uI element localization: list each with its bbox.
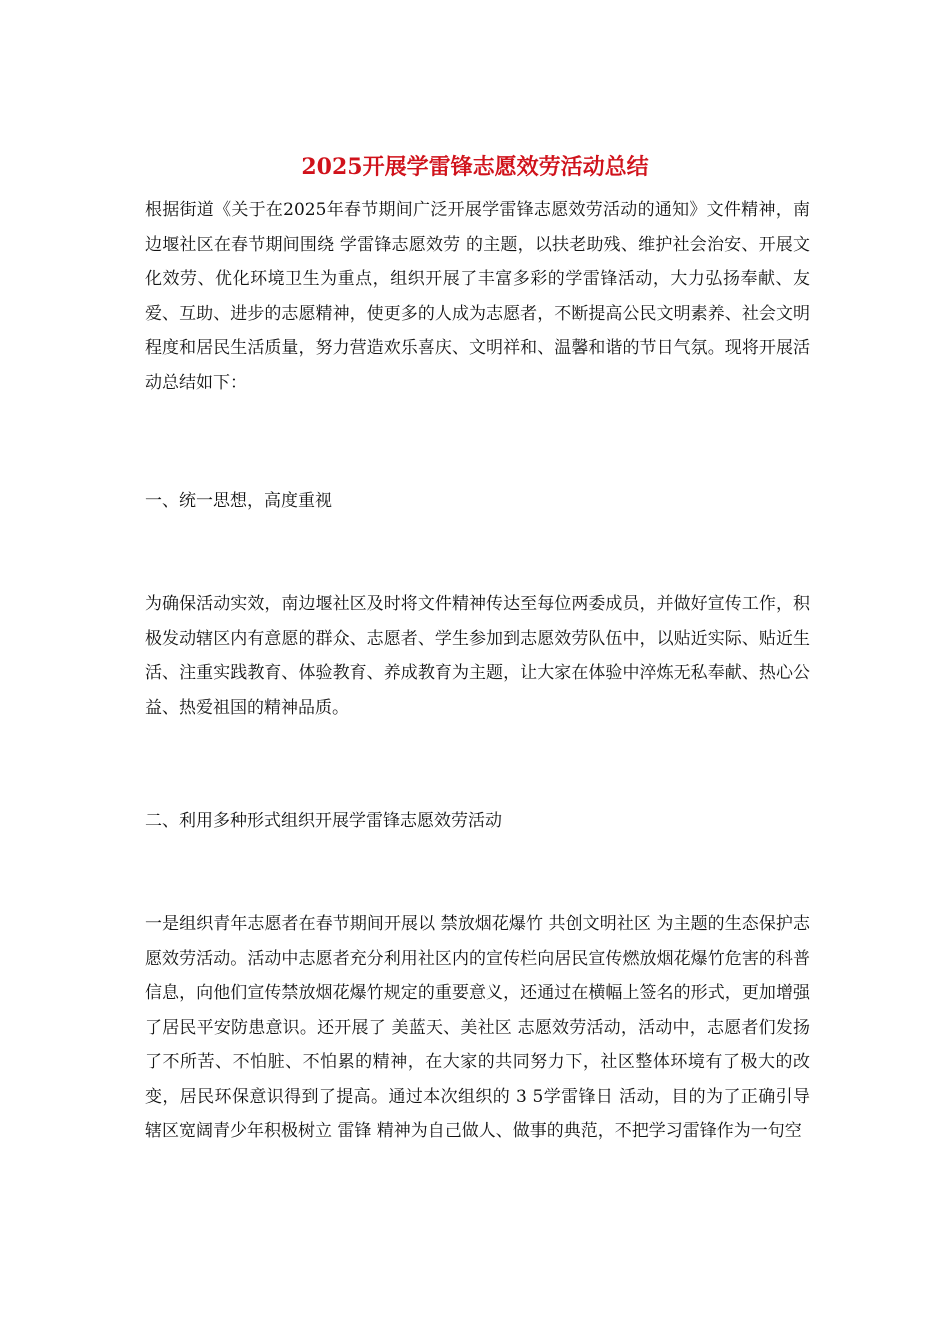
section-paragraph-2: 一是组织青年志愿者在春节期间开展以 禁放烟花爆竹 共创文明社区 为主题的生态保护志愿效劳活动。活动中志愿者充分利用社区内的宣传栏向居民宣传燃放烟花爆竹危害的科普信息，向他们宣传禁放烟花爆竹规定的重要意义，还通过在横幅上签名的形式，更加增强了居民平安防患意识。还开展了 美蓝天、美社区 志愿效劳活动，活动中，志愿者们发扬了不所苦、不怕脏、不怕累的精神，在大家的共同努力下，社区整体环境有了极大的改变，居民环保意识得到了提高。通过本次组织的 3 5学雷锋日 活动，目的为了正确引导辖区宽阔青少年积极树立 雷锋 精神为自己做人、做事的典范，不把学习雷锋作为一句空 [145,914,810,1141]
intro-paragraph: 根据街道《关于在2025年春节期间广泛开展学雷锋志愿效劳活动的通知》文件精神，南边堰社区在春节期间围绕 学雷锋志愿效劳 的主题，以扶老助残、维护社会治安、开展文化效劳、优化环境卫生为重点，组织开展了丰富多彩的学雷锋活动，大力弘扬奉献、友爱、互助、进步的志愿精神，使更多的人成为志愿者，不断提高公民文明素养、社会文明程度和居民生活质量，努力营造欢乐喜庆、文明祥和、温馨和谐的节日气氛。现将开展活动总结如下： [145,200,810,393]
section-paragraph-1: 为确保活动实效，南边堰社区及时将文件精神传达至每位两委成员，并做好宣传工作，积极发动辖区内有意愿的群众、志愿者、学生参加到志愿效劳队伍中，以贴近实际、贴近生活、注重实践教育、体验教育、养成教育为主题，让大家在体验中淬炼无私奉献、热心公益、热爱祖国的精神品质。 [145,594,810,718]
section-heading-1: 一、统一思想，高度重视 [145,491,332,511]
document-title: 2025开展学雷锋志愿效劳活动总结 [301,154,649,180]
section-heading-2: 二、利用多种形式组织开展学雷锋志愿效劳活动 [145,811,502,831]
